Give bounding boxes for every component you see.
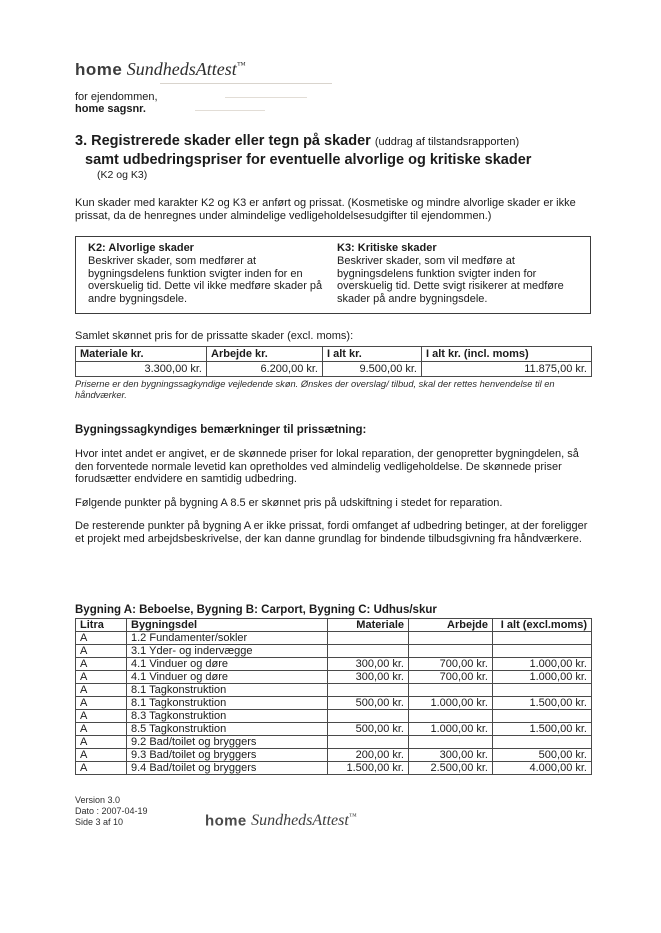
cell-litra: A xyxy=(76,684,127,697)
cell-litra: A xyxy=(76,762,127,775)
table-row xyxy=(76,684,592,697)
cell-litra: A xyxy=(76,658,127,671)
summary-header-materiale: Materiale kr. xyxy=(76,347,207,362)
remarks-paragraph-3: De resterende punkter på bygning A er ikke prissat, fordi omfanget af udbedring betinger, at der foreligger et projekt med arbejdsbeskrivelse, der kan danne grundlag for bindende tilbudsgivning fra håndværkere. xyxy=(75,520,588,545)
cell-bygningsdel: 4.1 Vinduer og døre xyxy=(127,671,328,684)
k2-definition xyxy=(88,242,337,313)
cell-litra: A xyxy=(76,749,127,762)
col-header-ialt: I alt (excl.moms) xyxy=(493,619,592,632)
cell-ialt xyxy=(493,645,592,658)
footer-meta xyxy=(75,795,148,828)
section-title-main: 3. Registrerede skader eller tegn på skader xyxy=(75,133,371,149)
cell-litra: A xyxy=(76,671,127,684)
cell-bygningsdel: 1.2 Fundamenter/sokler xyxy=(127,632,328,645)
cell-litra: A xyxy=(76,710,127,723)
table-row xyxy=(76,710,592,723)
cell-materiale: 200,00 kr. xyxy=(328,749,409,762)
cell-materiale xyxy=(328,684,409,697)
table-row xyxy=(76,658,592,671)
remarks-paragraph-1: Hvor intet andet er angivet, er de skønnede priser for lokal reparation, der genopretter bygningdelen, så den forventede normale levetid kan opretholdes ved almindelig vedligeholdelse. De skønnede priser forudsætter endvidere en samtidig udbedring. xyxy=(75,448,579,485)
cell-bygningsdel: 4.1 Vinduer og døre xyxy=(127,658,328,671)
cell-arbejde: 300,00 kr. xyxy=(409,749,493,762)
cell-materiale: 300,00 kr. xyxy=(328,671,409,684)
cell-arbejde xyxy=(409,710,493,723)
k3-title: K3: Kritiske skader xyxy=(337,242,437,254)
cell-arbejde: 1.000,00 kr. xyxy=(409,723,493,736)
damage-definitions-box xyxy=(75,236,591,314)
property-fill-line xyxy=(225,97,307,98)
cell-arbejde xyxy=(409,645,493,658)
cell-materiale: 500,00 kr. xyxy=(328,697,409,710)
table-row xyxy=(76,671,592,684)
footer-date: Dato : 2007-04-19 xyxy=(75,806,148,816)
table-row xyxy=(76,632,592,645)
cell-litra: A xyxy=(76,697,127,710)
cell-materiale xyxy=(328,632,409,645)
trademark-symbol: ™ xyxy=(236,60,246,70)
summary-value-materiale: 3.300,00 kr. xyxy=(76,362,207,377)
footer-logo-product-wordmark: SundhedsAttest™ xyxy=(251,812,357,830)
footer-logo xyxy=(205,812,357,830)
logo-product-wordmark: SundhedsAttest™ xyxy=(126,59,246,79)
summary-header-row xyxy=(76,347,592,362)
footer-version: Version 3.0 xyxy=(75,795,121,805)
cell-bygningsdel: 8.5 Tagkonstruktion xyxy=(127,723,328,736)
damage-table-header-row xyxy=(76,619,592,632)
cell-ialt: 500,00 kr. xyxy=(493,749,592,762)
cell-litra: A xyxy=(76,645,127,658)
k3-definition xyxy=(337,242,586,313)
summary-header-ialt-moms: I alt kr. (incl. moms) xyxy=(422,347,592,362)
cell-materiale xyxy=(328,710,409,723)
cell-arbejde xyxy=(409,736,493,749)
cell-materiale xyxy=(328,645,409,658)
cell-ialt xyxy=(493,710,592,723)
col-header-materiale: Materiale xyxy=(328,619,409,632)
footer-trademark-symbol: ™ xyxy=(348,812,357,821)
intro-paragraph: Kun skader med karakter K2 og K3 er anført og prissat. (Kosmetiske og mindre alvorlige skader er ikke prissat, da de henregnes under almindelige vedligeholdelsesudgifter til ejendommen.) xyxy=(75,197,576,222)
cell-arbejde xyxy=(409,684,493,697)
cell-arbejde xyxy=(409,632,493,645)
footer-logo-home-wordmark: home xyxy=(205,812,247,830)
cell-ialt xyxy=(493,632,592,645)
summary-value-ialt: 9.500,00 kr. xyxy=(323,362,422,377)
damage-table xyxy=(75,618,592,775)
k2-body: Beskriver skader, som medfører at bygningsdelens funktion svigter inden for en overskuelig tid. Dette vil ikke medføre skader på andre bygningsdele. xyxy=(88,255,323,305)
table-row xyxy=(76,697,592,710)
section-title-line3: (K2 og K3) xyxy=(97,169,148,181)
cell-materiale: 300,00 kr. xyxy=(328,658,409,671)
cell-arbejde: 1.000,00 kr. xyxy=(409,697,493,710)
footer-page-number: Side 3 af 10 xyxy=(75,817,124,827)
cell-ialt: 1.000,00 kr. xyxy=(493,658,592,671)
cell-arbejde: 2.500,00 kr. xyxy=(409,762,493,775)
cell-litra: A xyxy=(76,736,127,749)
table-row xyxy=(76,736,592,749)
table-row xyxy=(76,762,592,775)
cell-bygningsdel: 9.2 Bad/toilet og bryggers xyxy=(127,736,328,749)
table-row xyxy=(76,749,592,762)
cell-bygningsdel: 8.1 Tagkonstruktion xyxy=(127,684,328,697)
cell-ialt: 4.000,00 kr. xyxy=(493,762,592,775)
table-row xyxy=(76,645,592,658)
cell-bygningsdel: 9.4 Bad/toilet og bryggers xyxy=(127,762,328,775)
cell-arbejde: 700,00 kr. xyxy=(409,658,493,671)
summary-note: Priserne er den bygningssagkyndige vejledende skøn. Ønskes der overslag/ tilbud, skal der rettes henvendelse til en håndværker. xyxy=(75,379,555,400)
damage-table-caption: Bygning A: Beboelse, Bygning B: Carport, Bygning C: Udhus/skur xyxy=(75,604,437,616)
col-header-litra: Litra xyxy=(76,619,127,632)
summary-caption: Samlet skønnet pris for de prissatte skader (excl. moms): xyxy=(75,330,354,342)
summary-header-ialt: I alt kr. xyxy=(323,347,422,362)
cell-materiale: 500,00 kr. xyxy=(328,723,409,736)
cell-ialt: 1.500,00 kr. xyxy=(493,697,592,710)
col-header-arbejde: Arbejde xyxy=(409,619,493,632)
cell-ialt: 1.500,00 kr. xyxy=(493,723,592,736)
case-number-label: home sagsnr. xyxy=(75,103,146,115)
summary-value-ialt-moms: 11.875,00 kr. xyxy=(422,362,592,377)
cell-bygningsdel: 3.1 Yder- og indervægge xyxy=(127,645,328,658)
summary-price-table xyxy=(75,346,592,377)
header-logo-underline xyxy=(160,83,332,84)
k2-title: K2: Alvorlige skader xyxy=(88,242,194,254)
property-label: for ejendommen, xyxy=(75,91,158,103)
cell-materiale xyxy=(328,736,409,749)
cell-arbejde: 700,00 kr. xyxy=(409,671,493,684)
summary-header-arbejde: Arbejde kr. xyxy=(207,347,323,362)
cell-litra: A xyxy=(76,632,127,645)
summary-value-arbejde: 6.200,00 kr. xyxy=(207,362,323,377)
col-header-bygningsdel: Bygningsdel xyxy=(127,619,328,632)
section-title-line1 xyxy=(75,132,591,151)
cell-ialt xyxy=(493,684,592,697)
case-number-fill-line xyxy=(195,110,265,111)
cell-materiale: 1.500,00 kr. xyxy=(328,762,409,775)
cell-bygningsdel: 8.1 Tagkonstruktion xyxy=(127,697,328,710)
section-title-suffix: (uddrag af tilstandsrapporten) xyxy=(374,136,520,148)
cell-bygningsdel: 8.3 Tagkonstruktion xyxy=(127,710,328,723)
table-row xyxy=(76,723,592,736)
cell-litra: A xyxy=(76,723,127,736)
section-title xyxy=(75,132,591,182)
header-logo xyxy=(75,55,591,81)
cell-ialt: 1.000,00 kr. xyxy=(493,671,592,684)
k3-body: Beskriver skader, som vil medføre at bygningsdelens funktion svigter inden for overskuelig tid. Dette svigt risikerer at medføre skader på andre bygningsdele. xyxy=(337,255,564,305)
remarks-heading: Bygningssagkyndiges bemærkninger til prissætning: xyxy=(75,424,367,436)
summary-value-row xyxy=(76,362,592,377)
logo-home-wordmark: home xyxy=(75,60,123,79)
section-title-line2: samt udbedringspriser for eventuelle alvorlige og kritiske skader xyxy=(85,152,532,168)
cell-bygningsdel: 9.3 Bad/toilet og bryggers xyxy=(127,749,328,762)
remarks-paragraph-2: Følgende punkter på bygning A 8.5 er skønnet pris på udskiftning i stedet for reparation. xyxy=(75,496,503,509)
cell-ialt xyxy=(493,736,592,749)
